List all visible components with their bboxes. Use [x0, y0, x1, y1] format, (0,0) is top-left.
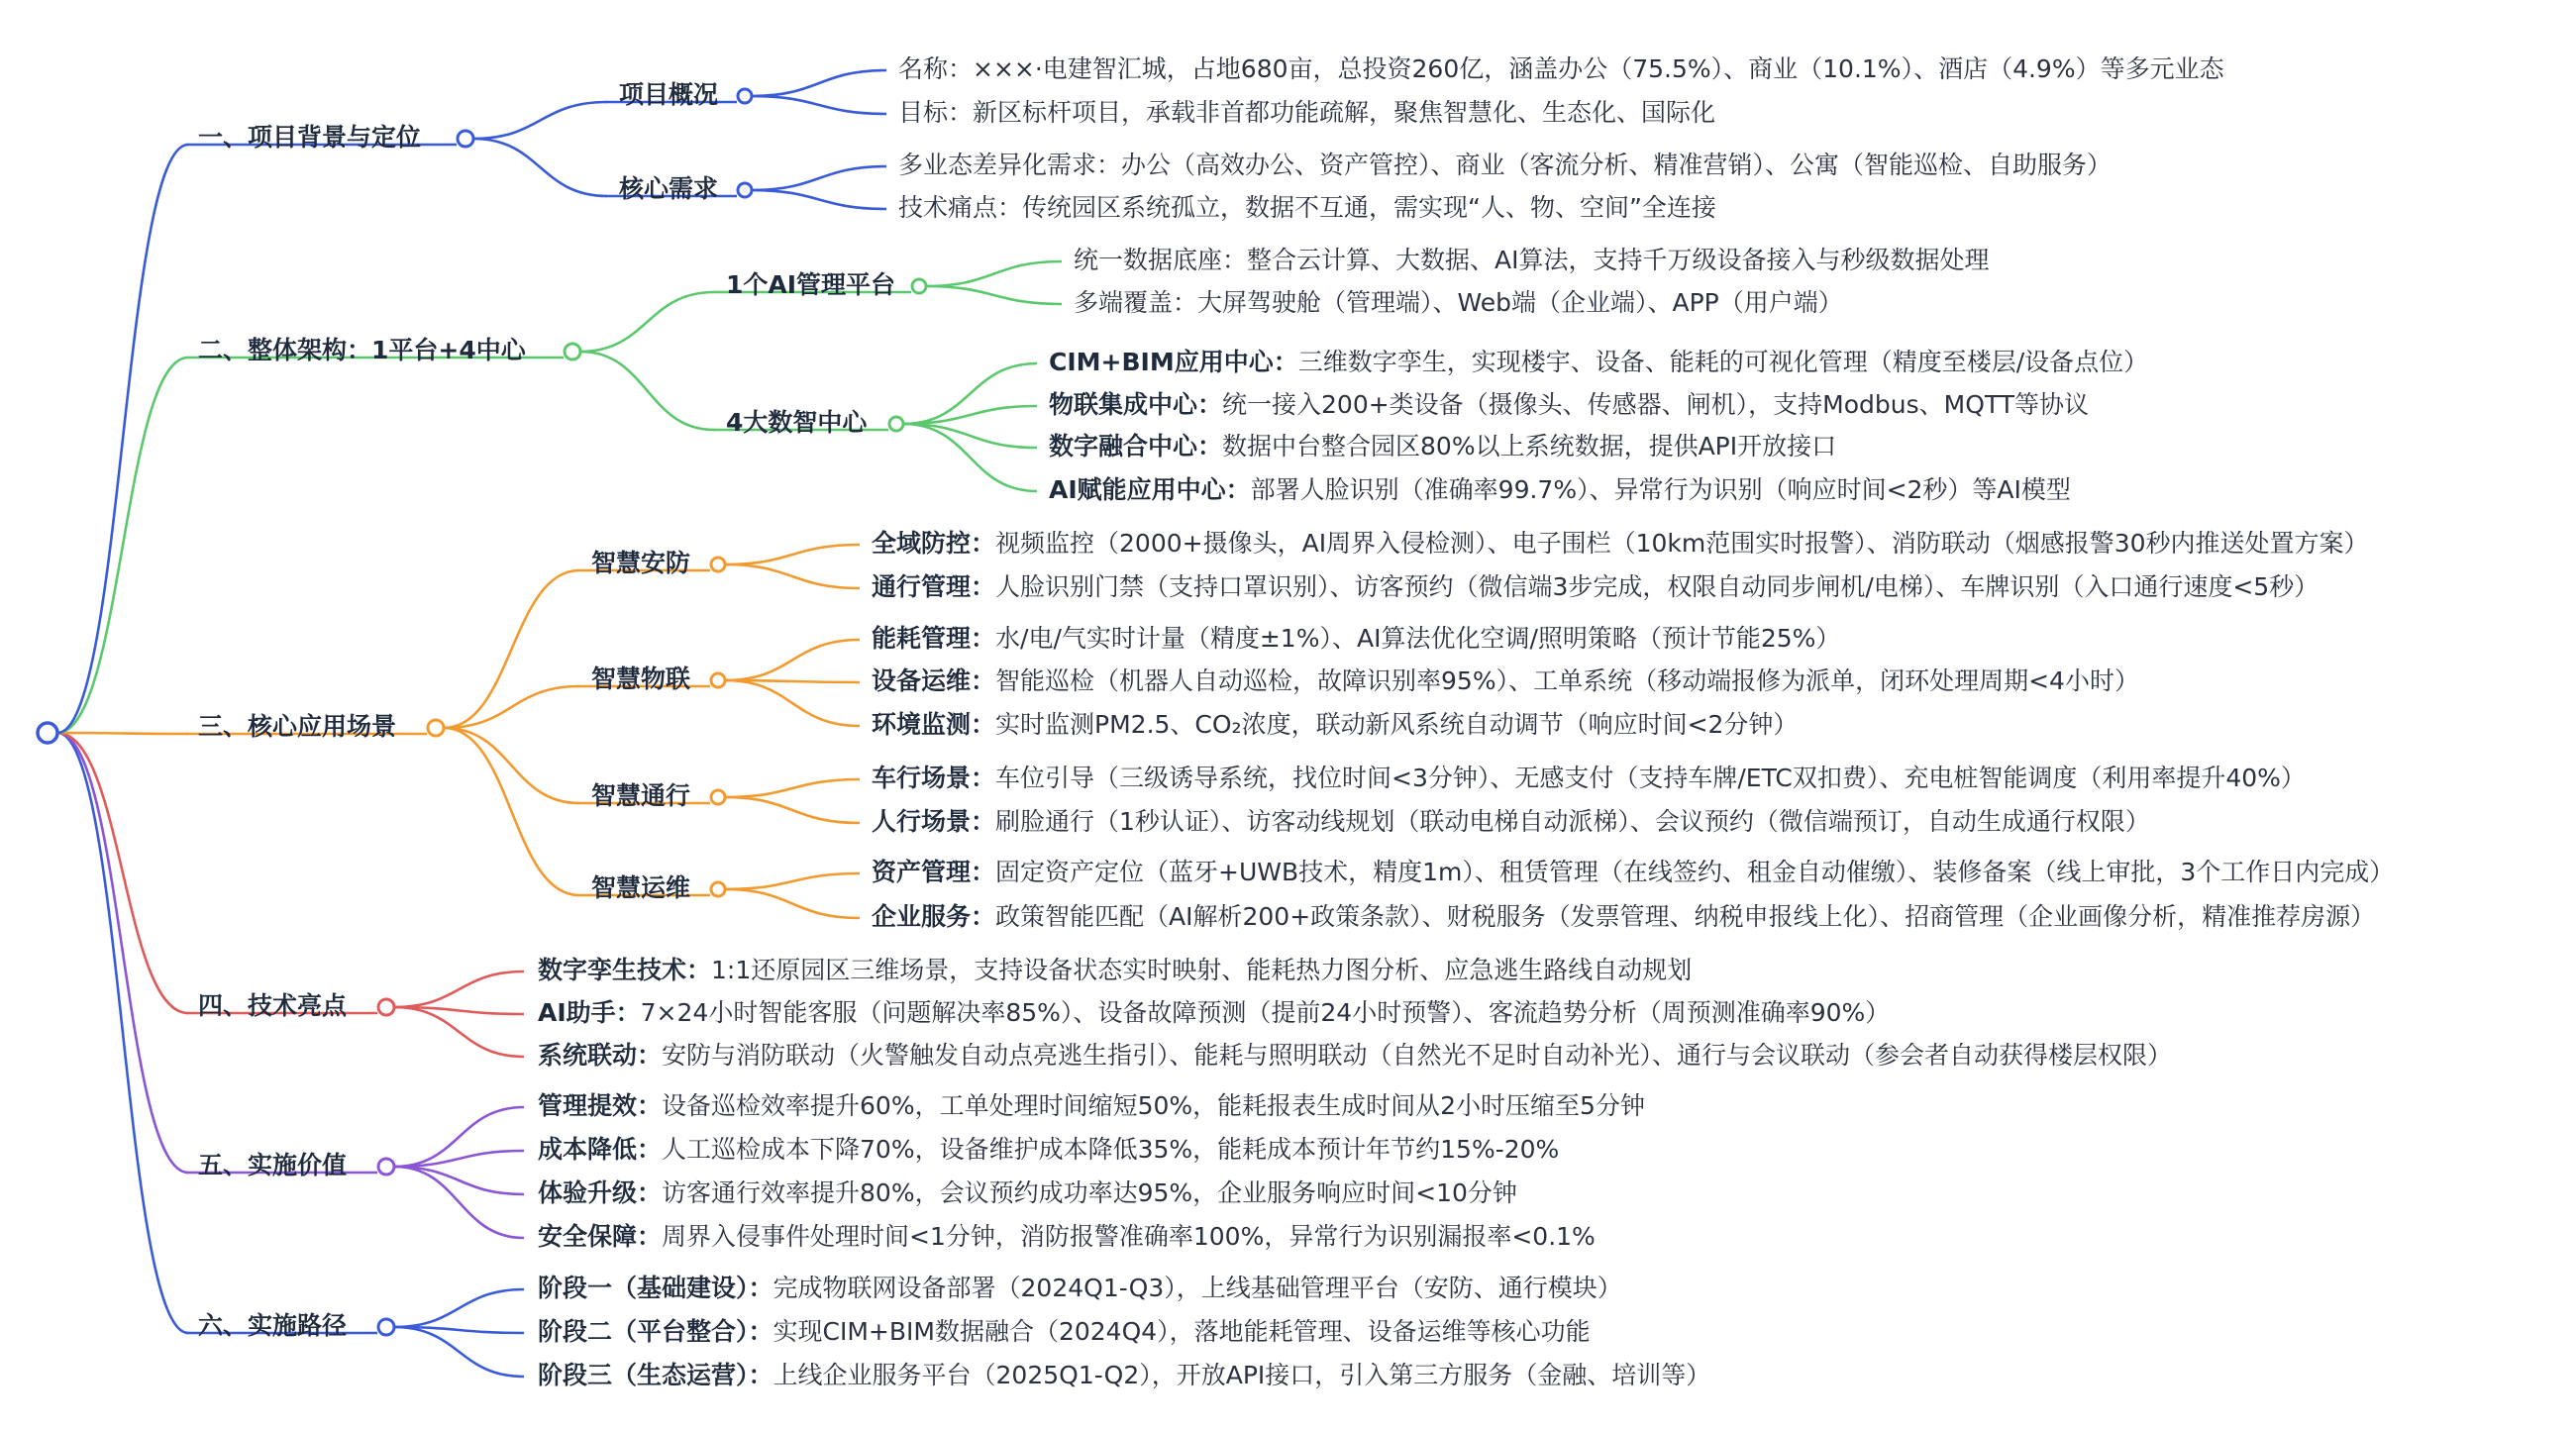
leaf-text: 刷脸通行（1秒认证）、访客动线规划（联动电梯自动派梯）、会议预约（微信端预订，自动生成通行权限）	[995, 807, 2150, 836]
branch-node[interactable]	[428, 720, 444, 736]
root-edge	[57, 145, 188, 733]
leaf-node[interactable]	[872, 902, 2375, 931]
leaf-edge	[725, 680, 860, 726]
leaf-node[interactable]	[872, 624, 1840, 653]
leaf-node[interactable]	[872, 710, 1798, 739]
leaf-node[interactable]	[872, 858, 2394, 886]
leaf-key: AI赋能应用中心：	[1049, 475, 1251, 504]
leaf-edge	[926, 261, 1062, 286]
leaf-text: 完成物联网设备部署（2024Q1-Q3），上线基础管理平台（安防、通行模块）	[773, 1274, 1622, 1302]
leaf-text: 多业态差异化需求：办公（高效办公、资产管控）、商业（客流分析、精准营销）、公寓（智能巡检、自助服务）	[898, 151, 2112, 179]
root-edge	[57, 733, 188, 1013]
leaf-node[interactable]	[538, 1135, 1559, 1164]
branch-label: 五、实施价值	[198, 1151, 348, 1179]
sub-node[interactable]	[711, 790, 725, 804]
root-node[interactable]	[38, 723, 57, 743]
leaf-node[interactable]	[538, 1178, 1517, 1207]
branch-edge	[444, 728, 579, 895]
leaf-text: 名称：×××·电建智汇城，占地680亩，总投资260亿，涵盖办公（75.5%）、商业（10.1%）、酒店（4.9%）等多元业态	[898, 54, 2224, 83]
leaf-text: 水/电/气实时计量（精度±1%）、AI算法优化空调/照明策略（预计节能25%）	[995, 624, 1841, 653]
leaf-edge	[725, 797, 860, 823]
leaf-text: 目标：新区标杆项目，承载非首都功能疏解，聚焦智慧化、生态化、国际化	[898, 98, 1716, 127]
branch-label: 一、项目背景与定位	[198, 123, 422, 152]
branch-node[interactable]	[378, 1319, 394, 1335]
leaf-text: 7×24小时智能客服（问题解决率85%）、设备故障预测（提前24小时预警）、客流趋势分析（周预测准确率90%）	[640, 998, 1891, 1027]
leaf-text: 三维数字孪生，实现楼宇、设备、能耗的可视化管理（精度至楼层/设备点位）	[1297, 348, 2149, 376]
leaf-node[interactable]	[872, 572, 2318, 601]
branch-edge	[473, 102, 607, 139]
leaf-text: 多端覆盖：大屏驾驶舱（管理端）、Web端（企业端）、APP（用户端）	[1074, 288, 1843, 317]
leaf-key: 全域防控：	[872, 529, 996, 558]
leaf-key: 环境监测：	[872, 710, 996, 739]
root-edge	[57, 733, 188, 1173]
branch-label: 四、技术亮点	[198, 991, 348, 1020]
leaf-text: 数据中台整合园区80%以上系统数据，提供API开放接口	[1222, 432, 1837, 460]
leaf-node[interactable]	[538, 998, 1890, 1027]
sub-label: 智慧通行	[591, 781, 691, 810]
branch-edge	[444, 570, 579, 728]
leaf-key: 通行管理：	[872, 572, 996, 601]
leaf-key: 数字孪生技术：	[538, 956, 712, 984]
leaf-node[interactable]	[538, 956, 1692, 984]
leaf-node[interactable]	[538, 1091, 1645, 1120]
leaf-text: 车位引导（三级诱导系统，找位时间<3分钟）、无感支付（支持车牌/ETC双扣费）、充电桩智能调度（利用率提升40%）	[995, 764, 2306, 792]
sub-node[interactable]	[889, 417, 903, 431]
sub-label: 智慧安防	[591, 549, 691, 577]
leaf-node[interactable]	[872, 666, 2139, 695]
leaf-text: 上线企业服务平台（2025Q1-Q2），开放API接口，引入第三方服务（金融、培训等）	[773, 1361, 1711, 1389]
branch-node[interactable]	[458, 131, 473, 147]
leaf-text: 固定资产定位（蓝牙+UWB技术，精度1m）、租赁管理（在线签约、租金自动催缴）、装修备案（线上审批，3个工作日内完成）	[995, 858, 2395, 886]
branch-node[interactable]	[378, 999, 394, 1015]
sub-node[interactable]	[738, 183, 752, 197]
leaf-text: 实现CIM+BIM数据融合（2024Q4），落地能耗管理、设备运维等核心功能	[773, 1317, 1591, 1346]
leaf-key: 设备运维：	[872, 666, 996, 695]
leaf-edge	[394, 1167, 524, 1238]
leaf-key: AI助手：	[538, 998, 641, 1027]
leaf-key: 阶段二（平台整合）：	[538, 1317, 773, 1346]
branch-edge	[444, 728, 579, 803]
leaf-node[interactable]	[538, 1317, 1591, 1346]
branch-edge	[580, 352, 714, 430]
leaf-text: 访客通行效率提升80%，会议预约成功率达95%，企业服务响应时间<10分钟	[662, 1178, 1517, 1207]
branch-label: 三、核心应用场景	[198, 712, 397, 741]
sub-node[interactable]	[711, 673, 725, 687]
leaf-text: 周界入侵事件处理时间<1分钟，消防报警准确率100%，异常行为识别漏报率<0.1%	[662, 1222, 1596, 1251]
sub-label: 4大数智中心	[726, 408, 868, 437]
leaf-node[interactable]	[1049, 348, 2148, 376]
root-edge	[57, 358, 188, 733]
sub-node[interactable]	[711, 558, 725, 571]
sub-label: 1个AI管理平台	[726, 270, 896, 299]
leaf-text: 视频监控（2000+摄像头，AI周界入侵检测）、电子围栏（10km范围实时报警）、消防联动（烟感报警30秒内推送处置方案）	[995, 529, 2369, 558]
leaf-key: 阶段一（基础建设）：	[538, 1274, 773, 1302]
branch-node[interactable]	[565, 344, 580, 359]
leaf-key: 资产管理：	[872, 858, 996, 886]
leaf-edge	[725, 564, 860, 588]
sub-label: 核心需求	[619, 174, 719, 203]
sub-node[interactable]	[912, 279, 926, 293]
leaf-text: 实时监测PM2.5、CO₂浓度，联动新风系统自动调节（响应时间<2分钟）	[995, 710, 1799, 739]
leaf-edge	[725, 545, 860, 564]
leaf-node[interactable]	[1074, 288, 1843, 317]
leaf-key: 人行场景：	[872, 807, 996, 836]
leaf-edge	[725, 640, 860, 680]
leaf-node[interactable]	[538, 1041, 2172, 1070]
sub-node[interactable]	[711, 882, 725, 896]
leaf-node[interactable]	[898, 193, 1717, 222]
leaf-edge	[926, 286, 1062, 304]
leaf-edge	[394, 972, 524, 1007]
leaf-text: 1:1还原园区三维场景，支持设备状态实时映射、能耗热力图分析、应急逃生路线自动规划	[711, 956, 1693, 984]
leaf-node[interactable]	[1049, 475, 2071, 504]
leaf-node[interactable]	[1049, 390, 2089, 419]
root-edge	[57, 733, 188, 734]
leaf-text: 政策智能匹配（AI解析200+政策条款）、财税服务（发票管理、纳税申报线上化）、招商管理（企业画像分析，精准推荐房源）	[995, 902, 2376, 931]
leaf-node[interactable]	[538, 1361, 1710, 1389]
leaf-node[interactable]	[1049, 432, 1836, 460]
leaf-node[interactable]	[898, 54, 2225, 83]
leaf-node[interactable]	[872, 529, 2369, 558]
leaf-edge	[394, 1289, 524, 1327]
leaf-edge	[903, 424, 1037, 491]
leaf-node[interactable]	[538, 1222, 1596, 1251]
leaf-text: 安防与消防联动（火警触发自动点亮逃生指引）、能耗与照明联动（自然光不足时自动补光）、通行与会议联动（参会者自动获得楼层权限）	[662, 1041, 2173, 1070]
leaf-key: 管理提效：	[538, 1091, 663, 1120]
leaf-key: 车行场景：	[872, 764, 996, 792]
leaf-node[interactable]	[898, 98, 1715, 127]
leaf-edge	[725, 873, 860, 889]
leaf-key: 安全保障：	[538, 1222, 663, 1251]
leaf-edge	[394, 1167, 524, 1194]
leaf-key: CIM+BIM应用中心：	[1049, 348, 1298, 376]
leaf-edge	[752, 166, 886, 190]
branch-label: 六、实施路径	[198, 1311, 348, 1340]
leaf-text: 统一接入200+类设备（摄像头、传感器、闸机），支持Modbus、MQTT等协议	[1222, 390, 2090, 419]
leaf-node[interactable]	[898, 151, 2112, 179]
leaf-key: 系统联动：	[538, 1041, 663, 1070]
leaf-edge	[725, 889, 860, 918]
branch-node[interactable]	[378, 1159, 394, 1175]
leaf-key: 企业服务：	[872, 902, 996, 931]
root-edge	[57, 733, 188, 1333]
leaf-text: 统一数据底座：整合云计算、大数据、AI算法，支持千万级设备接入与秒级数据处理	[1074, 246, 1990, 274]
leaf-text: 人工巡检成本下降70%，设备维护成本降低35%，能耗成本预计年节约15%-20%	[662, 1135, 1560, 1164]
leaf-key: 体验升级：	[538, 1178, 663, 1207]
leaf-key: 数字融合中心：	[1049, 432, 1223, 460]
leaf-edge	[752, 96, 886, 114]
leaf-node[interactable]	[1074, 246, 1989, 274]
branch-label: 二、整体架构：1平台+4中心	[198, 336, 526, 364]
leaf-edge	[394, 1007, 524, 1014]
branch-edge	[473, 139, 607, 196]
leaf-text: 智能巡检（机器人自动巡检，故障识别率95%）、工单系统（移动端报修为派单，闭环处理周期<4小时）	[995, 666, 2139, 695]
leaf-node[interactable]	[872, 764, 2306, 792]
leaf-text: 设备巡检效率提升60%，工单处理时间缩短50%，能耗报表生成时间从2小时压缩至5分钟	[662, 1091, 1645, 1120]
leaf-key: 成本降低：	[538, 1135, 663, 1164]
sub-label: 项目概况	[619, 80, 719, 109]
sub-label: 智慧物联	[591, 665, 691, 693]
leaf-text: 部署人脸识别（准确率99.7%）、异常行为识别（响应时间<2秒）等AI模型	[1250, 475, 2071, 504]
leaf-text: 技术痛点：传统园区系统孤立，数据不互通，需实现“人、物、空间”全连接	[898, 193, 1716, 222]
leaf-edge	[725, 779, 860, 797]
leaf-edge	[752, 70, 886, 96]
sub-node[interactable]	[738, 89, 752, 103]
leaf-edge	[752, 190, 886, 209]
sub-label: 智慧运维	[591, 873, 691, 902]
leaf-text: 人脸识别门禁（支持口罩识别）、访客预约（微信端3步完成，权限自动同步闸机/电梯）、车牌识别（入口通行速度<5秒）	[995, 572, 2319, 601]
leaf-key: 阶段三（生态运营）：	[538, 1361, 773, 1389]
leaf-node[interactable]	[538, 1274, 1622, 1302]
leaf-key: 能耗管理：	[872, 624, 996, 653]
leaf-node[interactable]	[872, 807, 2150, 836]
leaf-key: 物联集成中心：	[1049, 390, 1223, 419]
branch-edge	[580, 292, 714, 352]
leaf-edge	[394, 1327, 524, 1377]
